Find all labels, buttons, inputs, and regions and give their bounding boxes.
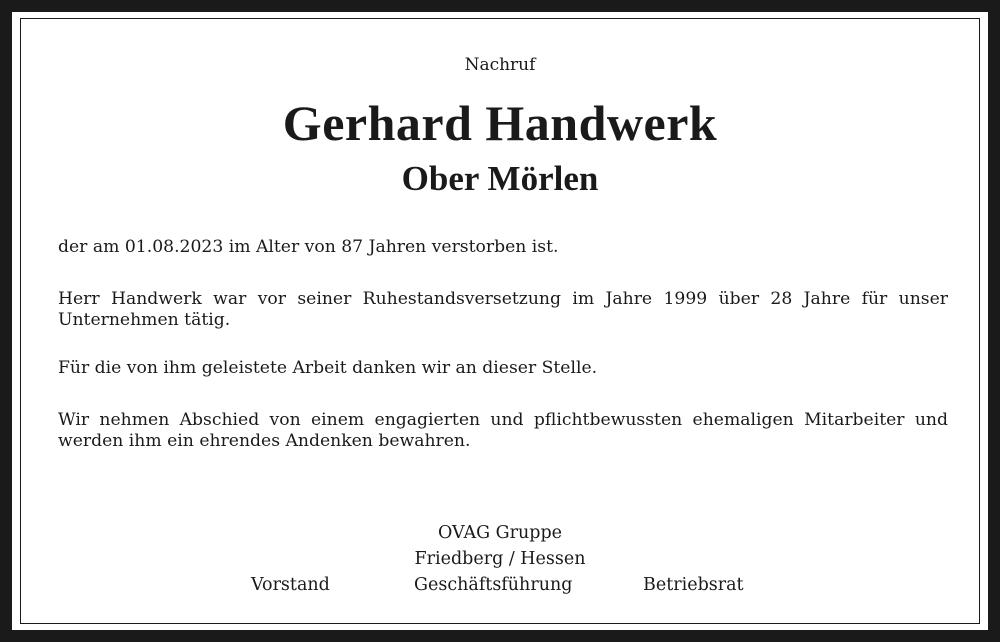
notice-border	[20, 18, 980, 624]
deceased-name: Gerhard Handwerk	[282, 95, 718, 151]
organization-name: OVAG Gruppe	[437, 523, 563, 543]
organization-location: Friedberg / Hessen	[414, 549, 586, 569]
signatory-board: Vorstand	[251, 575, 330, 595]
signatory-works-council: Betriebsrat	[643, 575, 744, 595]
notice-card	[12, 12, 988, 630]
deceased-place: Ober Mörlen	[401, 159, 599, 198]
paragraph-career: Herr Handwerk war vor seiner Ruhestandsversetzung im Jahre 1999 über 28 Jahre für unser Unternehmen tätig.	[58, 289, 948, 330]
paragraph-thanks: Für die von ihm geleistete Arbeit danken wir an dieser Stelle.	[58, 358, 598, 378]
notice-kicker: Nachruf	[464, 55, 536, 75]
paragraph-death-date: der am 01.08.2023 im Alter von 87 Jahren verstorben ist.	[58, 237, 559, 257]
signatory-management: Geschäftsführung	[414, 575, 573, 595]
paragraph-farewell: Wir nehmen Abschied von einem engagierten und pflichtbewussten ehemaligen Mitarbeiter und werden ihm ein ehrendes Andenken bewahren.	[58, 410, 948, 451]
